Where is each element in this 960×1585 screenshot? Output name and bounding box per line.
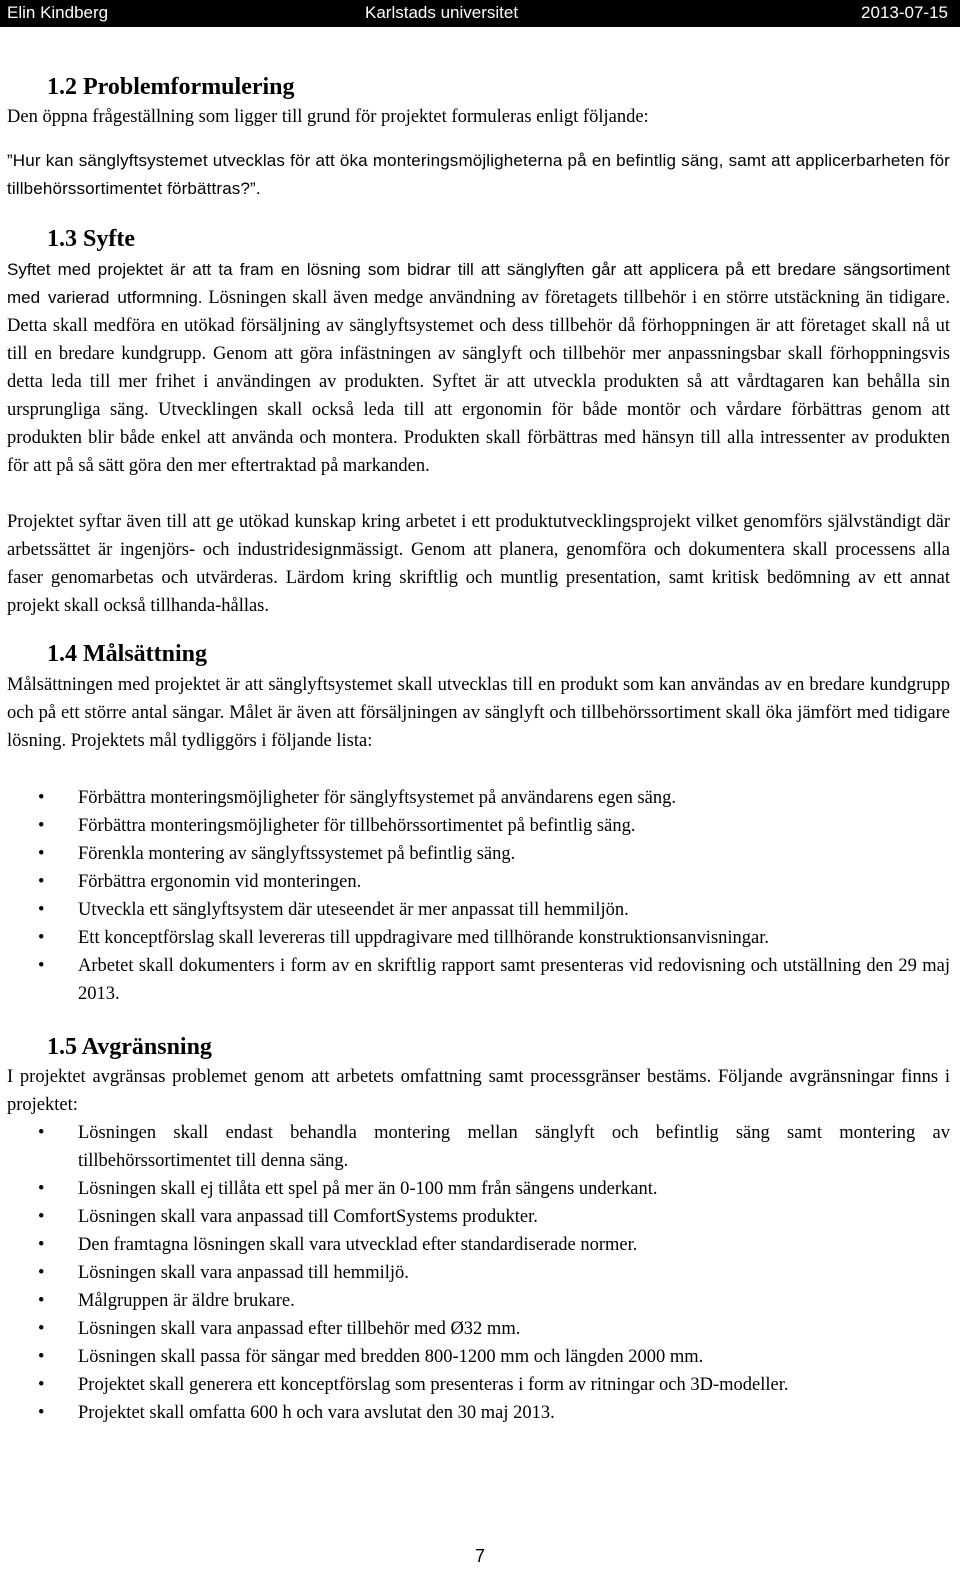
list-item: • Utveckla ett sänglyftsystem där uteseendet är mer anpassat till hemmiljön.	[7, 896, 950, 924]
heading-syfte: 1.3 Syfte	[47, 226, 135, 252]
syfte-intro-sentence: Syftet med projektet är att ta fram en lösning som bidrar till att sänglyften går att applicera på ett bredare sängsortiment med varierad utformning.	[7, 260, 950, 307]
syfte-paragraph-2: Projektet syftar även till att ge utökad kunskap kring arbetet i ett produktutvecklingsprojekt vilket genomförs självständigt där arbetssättet är ingenjörs- och industridesignmässigt. Genom att planera, genomföra och dokumentera skall processens alla faser genomarbetas och utvärderas. Lärdom kring skriftlig och muntlig presentation, samt kritisk bedömning av ett annat projekt skall också tillhanda-hållas.	[7, 512, 950, 616]
list-item: • Ett konceptförslag skall levereras till uppdragivare med tillhörande konstruktionsanvisningar.	[7, 924, 950, 952]
heading-avgransning: 1.5 Avgränsning	[47, 1034, 212, 1060]
list-item: • Projektet skall omfatta 600 h och vara avslutat den 30 maj 2013.	[7, 1399, 950, 1427]
avgransning-list	[7, 1119, 950, 1427]
list-item: • Lösningen skall ej tillåta ett spel på mer än 0-100 mm från sängens underkant.	[7, 1175, 950, 1203]
malsattning-list	[7, 784, 950, 1008]
list-item: • Lösningen skall vara anpassad till hemmiljö.	[7, 1259, 950, 1287]
list-item: • Lösningen skall endast behandla montering mellan sänglyft och befintlig säng samt montering av tillbehörssortimentet till denna säng.	[7, 1119, 950, 1175]
list-item: • Förbättra ergonomin vid monteringen.	[7, 868, 950, 896]
list-item: • Lösningen skall vara anpassad till ComfortSystems produkter.	[7, 1203, 950, 1231]
heading-malsattning: 1.4 Målsättning	[47, 641, 208, 667]
list-item: • Förbättra monteringsmöjligheter för tillbehörssortimentet på befintlig säng.	[7, 812, 950, 840]
page-number: 7	[474, 1546, 485, 1566]
list-item: • Lösningen skall vara anpassad efter tillbehör med Ø32 mm.	[7, 1315, 950, 1343]
page-header	[0, 0, 960, 27]
list-item: • Den framtagna lösningen skall vara utvecklad efter standardiserade normer.	[7, 1231, 950, 1259]
header-author: Elin Kindberg	[7, 3, 109, 22]
header-date: 2013-07-15	[861, 3, 948, 22]
heading-problemformulering: 1.2 Problemformulering	[47, 74, 295, 100]
list-item: • Målgruppen är äldre brukare.	[7, 1287, 950, 1315]
malsattning-intro: Målsättningen med projektet är att sänglyftsystemet skall utvecklas till en produkt som kan användas av en bredare kundgrupp och på ett större antal sängar. Målet är även att försäljningen av sänglyft och tillbehörssortiment skall öka jämfört med tidigare lösning. Projektets mål tydliggörs i följande lista:	[7, 675, 950, 751]
syfte-paragraph-1	[7, 256, 950, 480]
syfte-body: Lösningen skall även medge användning av företagets tillbehör i en större utstäckning än tidigare. Detta skall medföra en utökad försäljning av sänglyftsystemet och dess tillbehör då förhoppningen är att företaget skall nå ut till en bredare kundgrupp. Genom att göra infästningen av sänglyft och tillbehör mer anpassningsbar skall förhoppningsvis detta leda till mer frihet i användingen av produkten. Syftet är att utveckla produkten så att vårdtagaren kan behålla sin ursprungliga säng. Utvecklingen skall också leda till att ergonomin för både montör och vårdare förbättras genom att produkten blir både enkel att använda och montera. Produkten skall förbättras med hänsyn till alla intressenter av produkten för att på så sätt göra den mer eftertraktad på markanden.	[7, 288, 950, 476]
header-university: Karlstads universitet	[365, 3, 519, 22]
list-item: • Lösningen skall passa för sängar med bredden 800-1200 mm och längden 2000 mm.	[7, 1343, 950, 1371]
list-item: • Projektet skall generera ett konceptförslag som presenteras i form av ritningar och 3D-modeller.	[7, 1371, 950, 1399]
list-item: • Arbetet skall dokumenters i form av en skriftlig rapport samt presenteras vid redovisning och utställning den 29 maj 2013.	[7, 952, 950, 1008]
avgransning-intro: I projektet avgränsas problemet genom att arbetets omfattning samt processgränser bestäms. Följande avgränsningar finns i projektet:	[7, 1067, 950, 1115]
problem-question: ”Hur kan sänglyftsystemet utvecklas för att öka monteringsmöjligheterna på en befintlig säng, samt att applicerbarheten för tillbehörssortimentet förbättras?”.	[7, 151, 950, 198]
list-item: • Förenkla montering av sänglyftssystemet på befintlig säng.	[7, 840, 950, 868]
problem-intro: Den öppna frågeställning som ligger till grund för projektet formuleras enligt följande:	[7, 107, 649, 127]
document-body	[7, 72, 950, 1427]
list-item: • Förbättra monteringsmöjligheter för sänglyftsystemet på användarens egen säng.	[7, 784, 950, 812]
